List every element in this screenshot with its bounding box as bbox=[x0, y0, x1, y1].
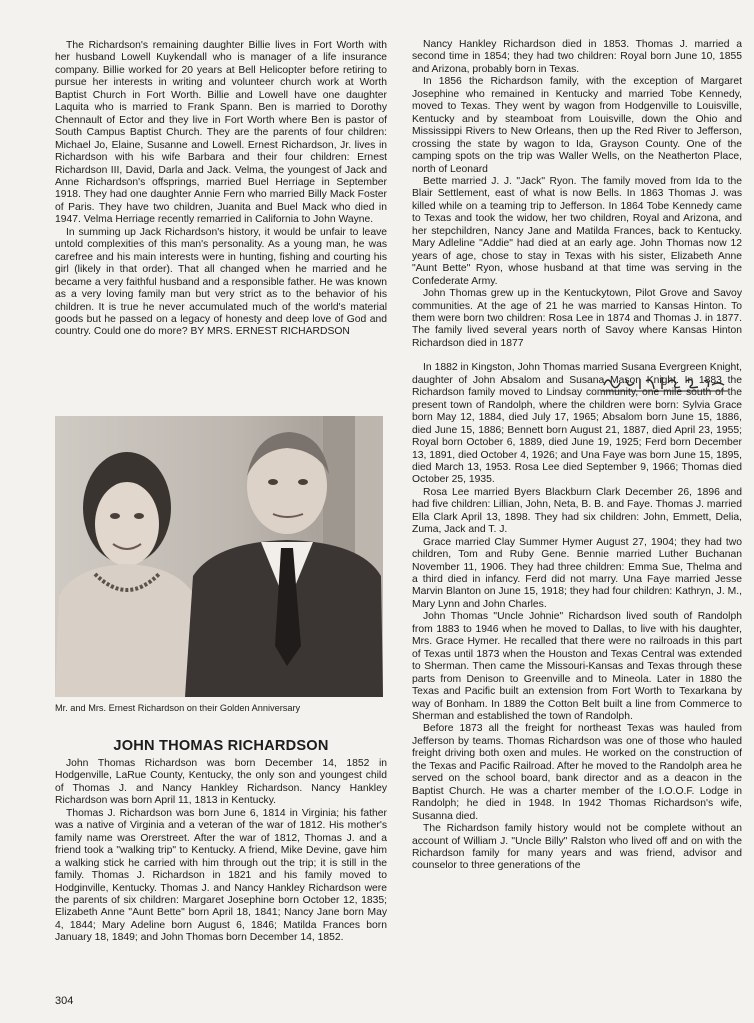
left-column-bottom bbox=[55, 758, 387, 945]
handwritten-note-icon bbox=[600, 371, 730, 395]
paragraph: The Richardson family history would not be complete without an account of William J. "Uncle Billy" Ralston who lived off and on with the Richardson family for many years and was friend, advisor and counselor to three generations of the bbox=[412, 823, 742, 872]
paragraph: The Richardson's remaining daughter Billie lives in Fort Worth with her husband Lowell Kuykendall who is manager of a life insurance company. Billie worked for 20 years at Bell Helicopter before retiring to pursue her interests in writing and volunteer church work at Worth Baptist Church in Fort Worth. Billie and Lowell have one daughter Laquita who is married to Frank Spann. Ben is married to Dorothy Chennault of Ector and they live in Fort Worth where Ben is pastor of South Campus Baptist Church. They are the parents of four children: Michael Jo, Elaine, Susanne and Lowell. Ernest Richardson, Jr. lives in Richardson with his wife Barbara and their four children: Ernest Richardson III, David, Darla and Jack. Velma, the youngest of Jack and Anne Richardson's offsprings, married Buel Herriage in September 1918. They had one daughter Annie Fern who married Billy Mack Foster of Paris. They have two children, Juanita and Buel Mack who died in 1947. Velma Herriage recently remarried in California to John Wayne. bbox=[55, 40, 387, 226]
anniversary-photo bbox=[55, 416, 383, 697]
photo-caption: Mr. and Mrs. Ernest Richardson on their Golden Anniversary bbox=[55, 703, 301, 713]
page-number: 304 bbox=[55, 995, 74, 1007]
paragraph: In summing up Jack Richardson's history, it would be unfair to leave untold complexities of this man's personality. As a young man, he was carefree and his main interests were in hunting, fishing and courting his girl (likely in that order). That all changed when he married and he became a very faithful husband and a responsible father. He was known as a very loving family man but very strict as to the behavior of his children. It is true he never accumulated much of the world's material goods but he passed on a legacy of honesty and deep love of God and country. Could one do more? BY MRS. ERNEST RICHARDSON bbox=[55, 226, 387, 338]
left-column-top bbox=[55, 40, 387, 339]
handwritten-note bbox=[600, 371, 730, 395]
paragraph: John Thomas "Uncle Johnie" Richardson lived south of Randolph from 1883 to 1946 when he moved to Dallas, to live with his daughter, Mrs. Grace Hymer. He recalled that there were no railroads in this part of Texas until 1873 when the Houston and Texas Central was extended to Sherman. Then came the Missouri-Kansas and Texas through these parts from Denison to Greenville and to Mineola. Later in 1880 the Texas and Pacific built an extension from Fort Worth to Texarkana by way of Bonham. In 1889 the Cotton Belt built a line from Commerce to Sherman and established the town of Randolph. bbox=[412, 611, 742, 723]
paragraph: Thomas J. Richardson was born June 6, 1814 in Virginia; his father was a native of Virginia and a veteran of the war of 1812. His mother's family name was Orerstreet. After the war of 1812, Thomas J. and a friend took a "walking trip" to Kentucky. A friend, Mike Devine, gave him a walking stick he carried with him through out the trip; it is still in the family. Thomas J. Richardson in 1821 and his family moved to Hodginville, Kentucky. Thomas J. and Nancy Hankley Richardson were the parents of six children: Margaret Josephine born October 12, 1835; Elizabeth Anne "Aunt Bette" born April 18, 1841; Nancy Jane born May 4, 1844; Mary Adeline born August 6, 1846; Matilda Frances born January 18, 1849; and John Thomas born December 14, 1852. bbox=[55, 807, 387, 944]
section-title: JOHN THOMAS RICHARDSON bbox=[113, 738, 329, 754]
paragraph: Rosa Lee married Byers Blackburn Clark December 26, 1896 and had five children: Lillian, John, Neta, B. B. and Faye. Thomas J. married Ella Clark April 13, 1898. They had six children: John, Emmett, Delia, Zuma, Jack and T. J. bbox=[412, 486, 742, 536]
paragraph: Nancy Hankley Richardson died in 1853. Thomas J. married a second time in 1854; they had two children: Royal born June 10, 1855 and Arizona, probably born in Texas. bbox=[412, 39, 742, 75]
paragraph: Grace married Clay Summer Hymer August 27, 1904; they had two children, Tom and Ruby Gene. Bennie married Luther Buchanan November 11, 1906. They had three children: Emma Sue, Thelma and a third died in infancy. Ferd did not marry. Una Faye married Jesse Marvin Blanton on June 15, 1918; they had four children: Kathryn, J. M., Mary Lynn and John Charles. bbox=[412, 536, 742, 610]
paragraph: Bette married J. J. "Jack" Ryon. The family moved from Ida to the Blair Settlement, east of what is now Bells. In 1863 Thomas J. was killed while on a teaming trip to Jefferson. In 1864 Tobe Kennedy came to Texas and took the widow, her two children, Royal and Arizona, and her stepchildren, Nancy Jane and Matilda Frances, back to Kentucky. Mary Adleline "Addie" had died at an early age. John Thomas now 12 years of age, chose to stay in Texas with his sister, Elizabeth Anne "Aunt Bette" Ryon, whose husband at that time was serving in the Confederate Army. bbox=[412, 175, 742, 287]
paragraph: In 1856 the Richardson family, with the exception of Margaret Josephine who remained in Kentucky and married Tobe Kennedy, moved to Texas. They went by wagon from Hodgenville to Louisville, Kentucky and by steamboat from Louisville, down the Ohio and Mississippi Rivers to New Orleans, then up the Red River to Jefferson, crossing the state by wagon to Ida, Grayson County. One of the camping spots on the trip was Waller Wells, on the Neatherton Place, north of Leonard bbox=[412, 76, 742, 175]
paragraph: John Thomas Richardson was born December 14, 1852 in Hodgenville, LaRue County, Kentucky, the only son and youngest child of Thomas J. and Nancy Hankley Richardson. Nancy Hankley Richardson was born April 11, 1813 in Kentucky. bbox=[55, 758, 387, 807]
paragraph: John Thomas grew up in the Kentuckytown, Pilot Grove and Savoy communities. At the age of 21 he was married to Kansas Hinton. To them were born two children: Rosa Lee in 1874 and Thomas J. in 1877. The family lived several years north of Savoy where Kansas Hinton Richardson died in 1877 bbox=[412, 288, 742, 349]
photo-illustration bbox=[55, 416, 383, 697]
paragraph: Before 1873 all the freight for northeast Texas was hauled from Jefferson by teams. Thomas Richardson was one of those who hauled freight driving both oxen and mules. He worked on the construction of the Texas and Pacific Railroad. After he moved to the Randolph area he served on the school board, bank director and as a deacon in the Baptist Church. He was a charter member of the I.O.O.F. Lodge in Randolph; he died in 1948. In 1942 Thomas Richardson's wife, Susanna died. bbox=[412, 723, 742, 822]
paragraph: In 1882 in Kingston, John Thomas married Susana Evergreen Knight, daughter of John Absalom and Susana Mason Knight. In 1883 the Richardson family moved to Lindsay community, one mile south of the present town of Randolph, where the children were born: Sylvia Grace born May 12, 1884, died July 17, 1965; Absalom born June 15, 1886, died June 15, 1886; Bennett born August 21, 1887, died April 23, 1955; Royal born October 6, 1889, died June 19, 1925; Ferd born December 13, 1891, died October 4, 1926; and Una Faye was born June 15, 1895, died March 13, 1953. Rosa Lee died September 9, 1966; Thomas died October 25, 1935. bbox=[412, 362, 742, 486]
right-column bbox=[412, 39, 742, 873]
